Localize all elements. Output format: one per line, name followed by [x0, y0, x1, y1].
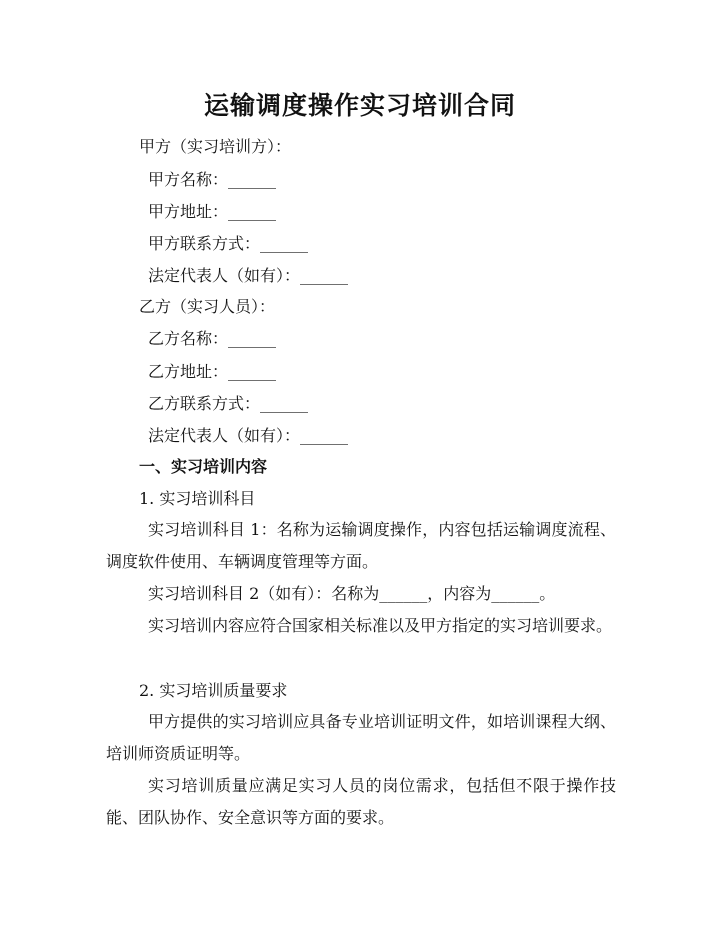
subsection-2-paragraph-1: 甲方提供的实习培训应具备专业培训证明文件，如培训课程大纲、培训师资质证明等。: [106, 712, 616, 763]
subsection-1-paragraph-3: 实习培训内容应符合国家相关标准以及甲方指定的实习培训要求。: [148, 616, 613, 635]
party-b-legal-rep: 法定代表人（如有）：______: [148, 426, 349, 445]
subsection-2-heading: 2. 实习培训质量要求: [139, 681, 288, 700]
party-b-heading: 乙方（实习人员）：: [139, 297, 276, 316]
party-a-heading: 甲方（实习培训方）：: [139, 137, 292, 156]
document-title: 运输调度操作实习培训合同: [203, 91, 516, 120]
party-a-address: 甲方地址：______: [148, 202, 277, 221]
subsection-1-paragraph-1: 实习培训科目 1：名称为运输调度操作，内容包括运输调度流程、调度软件使用、车辆调度管理等方面。: [106, 520, 616, 571]
party-a-name: 甲方名称：______: [148, 170, 277, 189]
subsection-2-paragraph-2: 实习培训质量应满足实习人员的岗位需求，包括但不限于操作技能、团队协作、安全意识等方面的要求。: [106, 776, 616, 827]
subsection-1-heading: 1. 实习培训科目: [139, 489, 256, 508]
subsection-1-paragraph-2: 实习培训科目 2（如有）：名称为______，内容为______。: [148, 584, 556, 603]
party-b-address: 乙方地址：______: [148, 362, 277, 381]
section-1-heading: 一、实习培训内容: [139, 457, 268, 476]
party-b-name: 乙方名称：______: [148, 329, 277, 348]
party-a-contact: 甲方联系方式：______: [148, 234, 309, 253]
party-b-contact: 乙方联系方式：______: [148, 394, 309, 413]
party-a-legal-rep: 法定代表人（如有）：______: [148, 266, 349, 285]
